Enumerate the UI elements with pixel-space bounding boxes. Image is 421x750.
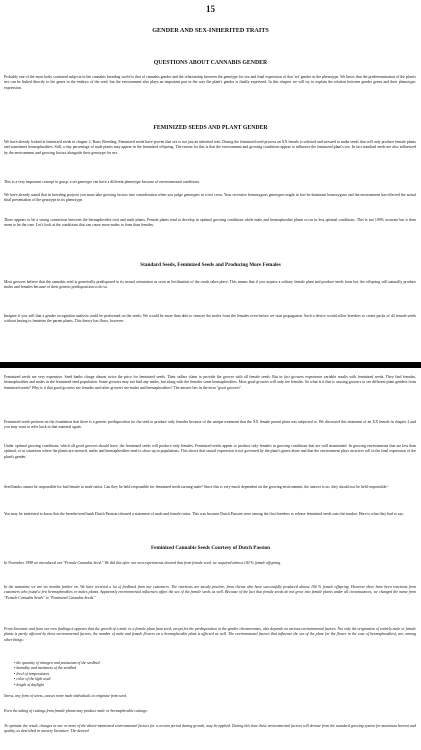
paragraph: There appears to be a strong connection between the hermaphrodite trait and male plants. Female plants tend to develop in optimal growing conditions while male and hermaphrodite plants occur in less optimal conditions. This is not 100% accurate but it does seem to be the case. Let's look at the conditions that can cause more males to form than females. [4, 218, 416, 228]
paragraph: We have already stated that in breeding projects you must take growing factors into consideration when you judge genotypes in a test cross. Your recessive homozygous genotypes might in fact be dominant homozygous and the environment has effected the actual final presentation of the genotype in its phenotype. [4, 193, 416, 203]
paragraph: You may be interested to know that the breeder/seed bank Dutch Passion released a statement of male and female ratios. This was because Dutch Passion were among the first breeders to release feminized seeds onto the market. Here is what they had to say: [4, 512, 405, 516]
list-item: • length of daylight [14, 683, 416, 688]
quote-paragraph: From literature and from our own findings it appears that the growth of a male or a female plant from seed, except for the predisposition in the gender chromosomes, also depends on various environmental factors. Not only the origination of entirely male or female plants is partly affected by these environmental factors, the number of male and female flowers on a hermaphrodite plant is affected as well. The environmental factors that influence the sex of the plant (or the flower in the case of hermaphrodites), are, among other things: [4, 627, 416, 642]
quote-paragraph: Even the taking of cuttings from female plants may produce male or hermaphrodite cuttings. [4, 709, 148, 713]
chapter-title: GENDER AND SEX-INHERITED TRAITS [152, 27, 269, 34]
environmental-factors-list [14, 661, 416, 688]
quote-paragraph: To optimize the result, changes in one or more of the above-mentioned environmental factors for a certain period during growth, may be applied. During this time these environmental factors will deviate from the standard growing system for maximum harvest and quality, as described in nursery literature. The desired [4, 724, 416, 734]
section-heading-feminized-seeds: FEMINIZED SEEDS AND PLANT GENDER [153, 125, 268, 131]
paragraph: Under optimal growing conditions, which all good growers should have, the feminized seeds will produce only females. Feminized seeds appear to produce only females in growing conditions that are well maintained. In growing environments that are less than optimal, or in situations where the plants are stressed, males and hermaphrodites tend to show up in populations. This shows that sexual expression is not governed by the plant's genes alone and that the environment plays an active roll in the final expression of the plant's gender. [4, 444, 416, 459]
quote-paragraph: In November 1998 we introduced our "Female Cannabis Seed." We did this after our own experiments showed that from female seed, we acquired almost 100 % female offspring. [4, 561, 282, 565]
paragraph: Seed banks cannot be responsible for bad female to male ratios. Can they be held responsible for feminized seeds turning male? Since this is very much dependent on the growing environment, the answer is no, they should not be held responsible.¹ [4, 485, 389, 489]
quote-paragraph: In the meantime we are six months further on. We have received a lot of feedback from our customers. The reactions are mostly positive, from clients who have successfully produced almost 100 % female offspring. However there have been reactions from customers who found a few hermaphrodites or males plants. Apparently environmental influences affect the sex of the female seeds as well. Because of the fact that female seeds do not grow into female plants under all circumstances, we changed the name from "Female Cannabis Seeds" to "Feminized Cannabis Seeds." [4, 585, 416, 600]
quote-paragraph: Stress, any form of stress, causes more male individuals to originate from seed. [4, 694, 127, 698]
list-item: • color of the light used [14, 677, 416, 682]
list-item: • level of temperatures [14, 672, 416, 677]
paragraph: Feminized seeds perform on the foundation that there is a genetic predisposition for the seed to produce only females because of the unique treatment that the XX female parent plant was subjected to. We discussed this treatment of an XX female in chapter 2 and you may want to refer back to that material again. [4, 420, 416, 430]
page-number: 15 [206, 4, 215, 14]
paragraph: Imagine if you will that a gender recognition analysis could be performed on the seeds. We would be more than able to remove the males from the females even before we start propagation. Such a device would allow breeders to create packs of all female seeds without having to feminize the parent plants. This theory has flaws, however. [4, 314, 416, 324]
list-item: • the quantity of nitrogen and potassium of the seedbed [14, 661, 416, 666]
paragraph: Most growers believe that the cannabis seed is genetically predisposed to its sexual orientation as soon as fertilization of the ovule takes place. This means that if you acquire a solitary female plant and produce seeds from her, the offspring will naturally produce males and females because of their genetic predisposition to do so. [4, 280, 416, 290]
page-break-bar [0, 362, 421, 368]
subsection-heading-standard-seeds: Standard Seeds, Feminized Seeds and Producing More Females [140, 262, 281, 268]
list-item: • humidity and moistness of the seedbed [14, 666, 416, 671]
paragraph: Feminized seeds are very expensive. Seed banks charge almost twice the price for feminized seeds. Their sellers claim to provide the grower with all female seeds. But in fact growers experience variable results with feminized seeds. They find females, hermaphrodites and males in the feminized seed population. Some growers may not find any males, but along with the females some hermaphrodites. Most good growers will only see females. So what is it that is causing growers to see different plant genders from feminized seeds? Why is it that good growers see females and other growers see males and hermaphrodites? The answer lies in the term "good growers". [4, 375, 416, 390]
paragraph: This is a very important concept to grasp: a set genotype can have a different phenotype because of environmental conditions. [4, 180, 200, 184]
section-heading-questions: QUESTIONS ABOUT CANNABIS GENDER [153, 60, 268, 66]
subsection-heading-dutch-passion: Feminized Cannabis Seeds Courtesy of Dutch Passion [150, 545, 271, 551]
paragraph: We have already looked at feminized seeds in chapter 2, Basic Breeding. Feminized seeds have proven that sex is not just an inherited trait. During the feminized seed process an XX female is selected and stressed to make seeds that will only produce female plants and sometimes hermaphrodites. Still, a tiny percentage of male plants may appear in the feminized offspring. The reason for this is that the environment and growing conditions appear to influence the feminized plant's sex. In fact standard seeds are also influenced by the environment and growing factors alongside their genotype for sex. [4, 140, 416, 155]
paragraph: Probably one of the most hotly contested subjects in the cannabis breeding world is that of cannabis gender and the relationship between the genotype for sex and final expression of that 'set' gender in the phenotype. We know that the predetermination of the plant's sex can be linked directly to the genes in the embryo of the seed, but the environment also plays an important part in the way the plant's gender is finally expressed. In this chapter we will try to explain the relation between gender genes and their phenotypic expression. [4, 75, 416, 90]
